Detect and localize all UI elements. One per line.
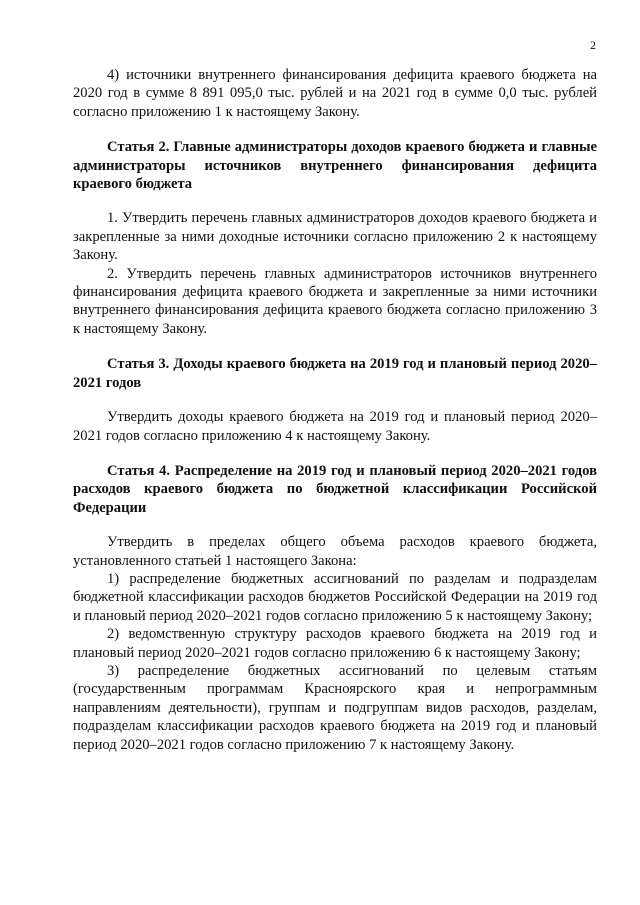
list-item-1: 1) распределение бюджетных ассигнований по разделам и подразделам бюджетной классификации расходов бюджетов Российской Федерации на 2019 год и плановый период 2020–2021 годов согласно приложению 5 к настоящему Закону; (73, 570, 597, 624)
article-3-heading: Статья 3. Доходы краевого бюджета на 2019 год и плановый период 2020–2021 годов (73, 356, 597, 391)
paragraph-revenue-administrators: 1. Утвердить перечень главных администраторов доходов краевого бюджета и закрепленные за ними доходные источники согласно приложению 2 к настоящему Закону. (73, 210, 597, 264)
paragraph-expenditure-intro: Утвердить в пределах общего объема расходов краевого бюджета, установленного статьей 1 настоящего Закона: (73, 534, 597, 569)
list-item-2: 2) ведомственную структуру расходов краевого бюджета на 2019 год и плановый период 2020–2021 годов согласно приложению 6 к настоящему Закону; (73, 626, 597, 661)
paragraph-financing-administrators: 2. Утвердить перечень главных администраторов источников внутреннего финансирования дефицита краевого бюджета и закрепленные за ними источники внутреннего финансирования дефицита краевого бюджета согласно приложению 3 к настоящему Закону. (73, 265, 597, 337)
article-2-heading: Статья 2. Главные администраторы доходов краевого бюджета и главные администраторы источников внутреннего финансирования дефицита краевого бюджета (73, 139, 597, 193)
paragraph-financing-sources: 4) источники внутреннего финансирования дефицита краевого бюджета на 2020 год в сумме 8 891 095,0 тыс. рублей и на 2021 год в сумме 0,0 тыс. рублей согласно приложению 1 к настоящему Закону. (73, 67, 597, 120)
page-number: 2 (590, 38, 596, 52)
list-item-3: 3) распределение бюджетных ассигнований по целевым статьям (государственным программам Красноярского края и непрограммным направлениям деятельности), группам и подгруппам видов расходов, разделам, подразделам классификации расходов краевого бюджета на 2019 год и плановый период 2020–2021 годов согласно приложению 7 к настоящему Закону. (73, 662, 597, 753)
paragraph-budget-revenues: Утвердить доходы краевого бюджета на 2019 год и плановый период 2020–2021 годов согласно приложению 4 к настоящему Закону. (73, 409, 597, 444)
article-4-heading: Статья 4. Распределение на 2019 год и плановый период 2020–2021 годов расходов краевого бюджета по бюджетной классификации Российской Федерации (73, 462, 597, 516)
document-body (73, 66, 597, 754)
